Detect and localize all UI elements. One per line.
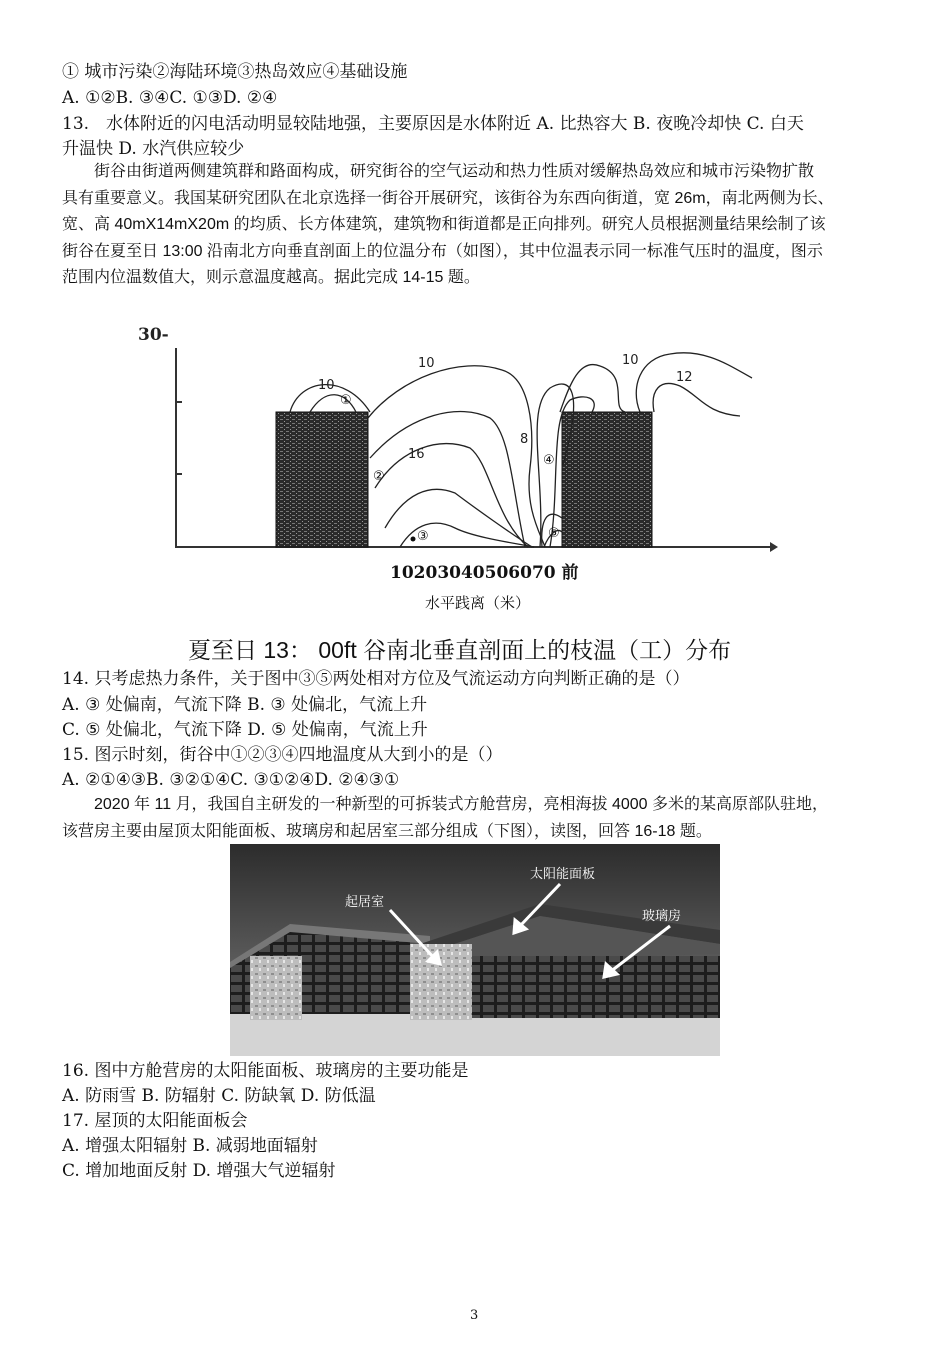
passage-barracks [62,792,897,845]
q14-options-cd: C. ⑤ 处偏北，气流下降 D. ⑤ 处偏南，气流上升 [62,720,428,740]
q12-choices: A. ①②B. ③④C. ①③D. ②④ [62,88,278,108]
q17-options-ab: A. 增强太阳辐射 B. 减弱地面辐射 [62,1136,318,1156]
x-axis-label: 水平践离（米） [425,595,531,612]
label-glass-room: 玻璃房 [642,909,682,924]
x-axis-arrow [770,542,778,552]
passage-line: 街谷由街道两侧建筑群和路面构成，研究街谷的空气运动和热力性质对缓解热岛效应和城市污染物扩散 [94,163,815,180]
q15-options: A. ②①④③B. ③②①④C. ③①②④D. ②④③① [62,770,400,790]
q14-options-ab: A. ③ 处偏南，气流下降 B. ③ 处偏北，气流上升 [62,695,428,715]
q12-options: ① 城市污染②海陆环境③热岛效应④基础设施 [62,62,408,82]
contour-label: 12 [676,370,693,385]
contour-label: 10 [418,356,435,371]
y-tick-30: 30- [138,325,169,345]
passage-line: 范围内位温数值大，则示意温度越高。据此完成 14-15 题。 [62,269,480,286]
passage-line: 具有重要意义。我国某研究团队在北京选择一街谷开展研究，该街谷为东西向街道，宽 26m，南北两侧为长、 [62,189,834,207]
point-3-dot [411,537,416,542]
passage-line: 宽、高 40mX14mX20m 的均质、长方体建筑，建筑物和街道都是正向排列。研究人员根据测量结果绘制了该 [62,216,826,233]
x-axis-ticks: 10203040506070 前 [390,563,579,583]
barracks-photo [230,844,720,1056]
passage-line: 2020 年 11 月，我国自主研发的一种新型的可拆装式方舱营房，亮相海拔 4000 多米的某高原部队驻地， [94,796,829,813]
passage-street-canyon [62,159,897,292]
point-4: ④ [543,453,555,468]
passage-line: 街谷在夏至日 13:00 沿南北方向垂直剖面上的位温分布（如图），其中位温表示同一标准气压时的温度，图示 [62,242,823,260]
label-solar-panel: 太阳能面板 [530,867,596,882]
contour-label: 8 [520,432,529,447]
north-building [562,412,652,547]
q16-options: A. 防雨雪 B. 防辐射 C. 防缺氧 D. 防低温 [62,1086,376,1106]
page-number: 3 [470,1308,479,1323]
label-living-room: 起居室 [345,895,385,910]
south-building [276,412,368,547]
q17-options-cd: C. 增加地面反射 D. 增强大气逆辐射 [62,1161,336,1181]
q14-stem: 14. 只考虑热力条件，关于图中③⑤两处相对方位及气流运动方向判断正确的是（） [62,669,690,689]
q13-stem-line2: 升温快 D. 水汽供应较少 [62,139,245,159]
q17-stem: 17. 屋顶的太阳能面板会 [62,1111,248,1131]
contour-label: 10 [622,353,639,368]
point-1: ① [340,393,352,408]
passage-line: 该营房主要由屋顶太阳能面板、玻璃房和起居室三部分组成（下图），读图，回答 16-18 题。 [62,822,712,840]
point-2: ② [373,469,385,484]
q13-stem-line1: 13. 水体附近的闪电活动明显较陆地强，主要原因是水体附近 A. 比热容大 B. 夜晚冷却快 C. 白天 [62,114,804,134]
q16-stem: 16. 图中方舱营房的太阳能面板、玻璃房的主要功能是 [62,1061,469,1081]
point-3: ③ [417,529,429,544]
point-5: ⑤ [548,526,560,541]
q15-stem: 15. 图示时刻，街谷中①②③④四地温度从大到小的是（） [62,745,503,765]
figure1-title: 夏至日 13： 00ft 谷南北垂直剖面上的枝温（工）分布 [188,637,732,663]
contour-label: 16 [408,447,425,462]
contour-label: 10 [318,378,335,393]
